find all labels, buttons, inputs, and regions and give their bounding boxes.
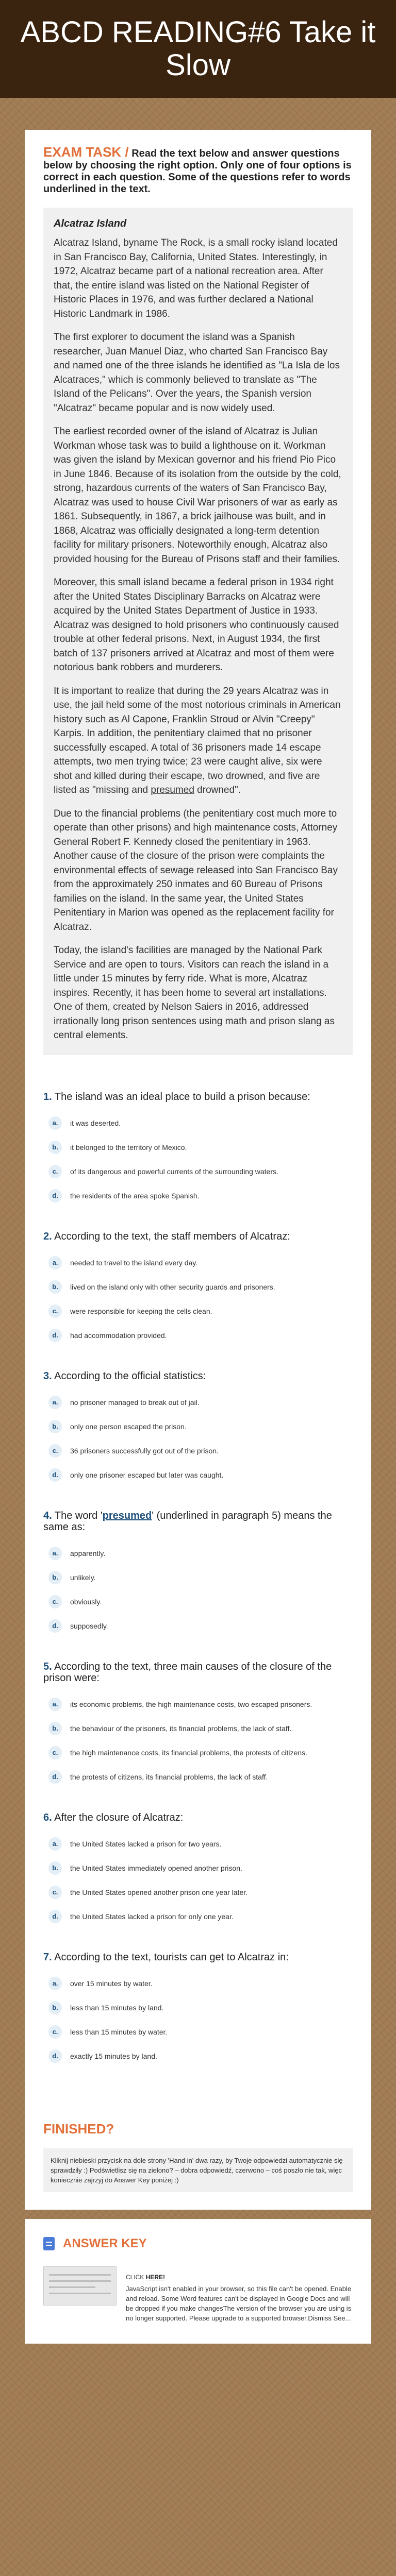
option-letter: c.	[48, 1165, 62, 1178]
question-text: 3. According to the official statistics:	[43, 1370, 206, 1382]
answer-option[interactable]: c. 36 prisoners successfully got out of the prison.	[43, 1440, 353, 1461]
option-letter: b.	[48, 1571, 62, 1584]
option-letter: b.	[48, 1861, 62, 1875]
answer-option[interactable]: a. over 15 minutes by water.	[43, 1973, 353, 1994]
answer-key-title: ANSWER KEY	[63, 2236, 147, 2250]
article-title: Alcatraz Island	[54, 218, 127, 229]
document-thumbnail[interactable]	[43, 2266, 117, 2306]
click-label: CLICK	[126, 2273, 144, 2281]
option-letter: c.	[48, 1304, 62, 1318]
option-letter: d.	[48, 2049, 62, 2063]
document-icon	[43, 2237, 55, 2250]
answer-option[interactable]: d. exactly 15 minutes by land.	[43, 2046, 353, 2066]
reading-section	[25, 130, 371, 1074]
underlined-word: presumed	[151, 785, 194, 795]
option-letter: a.	[48, 1837, 62, 1851]
answer-option[interactable]: d. only one prisoner escaped but later was caught.	[43, 1465, 353, 1485]
option-letter: a.	[48, 1396, 62, 1409]
question-4	[43, 1510, 353, 1636]
question-3	[43, 1370, 353, 1485]
finished-title: FINISHED?	[43, 2121, 114, 2137]
article-paragraph: The earliest recorded owner of the island of Alcatraz is Julian Workman whose task was to build a lighthouse on it. Workman was given the island by Mexican governor and his friend Pio Pico in June 1846. Because of its isolation from the outside by the cold, strong, hazardous currents of the waters of San Francisco Bay, Alcatraz was used to house Civil War prisoners of war as early as 1861. Subsequently, in 1867, a brick jailhouse was built, and in 1868, Alcatraz was officially designated a long-term detention facility for military prisoners. Noteworthily enough, Alcatraz also provided housing for the Bureau of Prisons staff and their families.	[54, 426, 341, 565]
question-7	[43, 1952, 353, 2066]
option-letter: b.	[48, 1420, 62, 1433]
article-paragraph: Today, the island's facilities are managed by the National Park Service and are open to tours. Visitors can reach the island in a little under 15 minutes by ferry ride. What is more, Alcatraz inspires. Recently, it has been home to several art installations. One of them, created by Nelson Saiers in 2016, addressed irrationally long prison sentences using math and prison slang as central elements.	[54, 945, 335, 1041]
exam-task-text: Read the text below and answer questions below by choosing the right option. Only one of four options is correct in each question. Some of the questions refer to words underlined in the text.	[43, 148, 352, 195]
option-letter: b.	[48, 2001, 62, 2014]
option-letter: b.	[48, 1722, 62, 1735]
question-1	[43, 1091, 353, 1206]
answer-option[interactable]: b. only one person escaped the prison.	[43, 1416, 353, 1437]
question-6	[43, 1812, 353, 1927]
option-letter: c.	[48, 2025, 62, 2039]
option-letter: c.	[48, 1886, 62, 1899]
answer-key-row	[43, 2266, 353, 2323]
answer-key-body	[126, 2266, 353, 2323]
option-letter: b.	[48, 1280, 62, 1294]
answer-option[interactable]: c. obviously.	[43, 1591, 353, 1612]
answer-option[interactable]: d. supposedly.	[43, 1616, 353, 1636]
answer-option[interactable]: d. the United States lacked a prison for only one year.	[43, 1906, 353, 1927]
p5-text-before: It is important to realize that during the 29 years Alcatraz was in use, the jail held some of the most notorious criminals in American history such as Al Capone, Franklin Stroud or Alvin "Creepy" Karpis. In addition, the penitentiary claimed that no prisoner successfully escaped. A total of 36 prisoners made 14 escape attempts, two men trying twice; 23 were caught alive, six were shot and killed during their escape, two drowned, and five are listed as "missing and	[54, 685, 341, 795]
answer-option[interactable]: d. the protests of citizens, its financial problems, the lack of staff.	[43, 1767, 353, 1787]
answer-option[interactable]: a. apparently.	[43, 1543, 353, 1564]
answer-key-header	[43, 2236, 353, 2251]
option-letter: c.	[48, 1444, 62, 1458]
answer-option[interactable]: c. the high maintenance costs, its financial problems, the protests of citizens.	[43, 1742, 353, 1763]
question-2	[43, 1231, 353, 1346]
answer-key-link[interactable]: HERE!	[145, 2273, 166, 2281]
option-letter: d.	[48, 1619, 62, 1633]
option-letter: d.	[48, 1770, 62, 1784]
answer-option[interactable]: c. less than 15 minutes by water.	[43, 2022, 353, 2042]
question-5	[43, 1661, 353, 1787]
article-paragraph: Alcatraz Island, byname The Rock, is a small rocky island located in San Francisco Bay, California, United States. Interestingly, in 1972, Alcatraz became part of a national recreation area. After that, the entire island was listed on the National Register of Historic Places in 1976, and was further declared a National Historic Landmark in 1986.	[54, 238, 338, 319]
page-title: ABCD READING#6 Take it Slow	[20, 15, 376, 82]
answer-option[interactable]: b. the behaviour of the prisoners, its financial problems, the lack of staff.	[43, 1718, 353, 1739]
answer-option[interactable]: d. the residents of the area spoke Spanish.	[43, 1185, 353, 1206]
answer-option[interactable]: d. had accommodation provided.	[43, 1325, 353, 1346]
article-paragraph: The first explorer to document the island was a Spanish researcher, Juan Manuel Diaz, who charted San Francisco Bay and named one of the three islands he identified as "La Isla de los Alcatraces," which is commonly believed to translate as "The Island of the Pelicans". Over the years, the Spanish version "Alcatraz" became popular and is now widely used.	[54, 332, 340, 414]
click-line	[126, 2274, 353, 2281]
option-letter: b.	[48, 1141, 62, 1154]
option-letter: a.	[48, 1256, 62, 1269]
p5-text-after: drowned".	[194, 785, 241, 795]
question-keyword: presumed	[102, 1510, 152, 1521]
option-letter: d.	[48, 1189, 62, 1202]
option-letter: d.	[48, 1329, 62, 1342]
task-instructions	[43, 146, 353, 195]
answer-key-section	[25, 2219, 371, 2344]
option-letter: d.	[48, 1468, 62, 1482]
question-text: 6. After the closure of Alcatraz:	[43, 1811, 184, 1823]
question-text: 5. According to the text, three main causes of the closure of the prison were:	[43, 1660, 332, 1684]
article	[43, 208, 353, 1055]
questions-section	[25, 1074, 371, 2107]
article-paragraph	[54, 684, 342, 798]
answer-option[interactable]: a. it was deserted.	[43, 1113, 353, 1133]
question-text: 4. The word 'presumed' (underlined in paragraph 5) means the same as:	[43, 1510, 332, 1533]
answer-option[interactable]: c. were responsible for keeping the cells clean.	[43, 1301, 353, 1321]
article-paragraph: Due to the financial problems (the penitentiary cost much more to operate than other prisons) and high maintenance costs, Attorney General Robert F. Kennedy closed the penitentiary in 1963. Another cause of the closure of the prison were complaints the environmental effects of sewage released into San Francisco Bay from the approximately 250 inmates and 60 Bureau of Prisons families on the island. In the same year, the United States Penitentiary in Marion was opened as the replacement facility for Alcatraz.	[54, 808, 338, 933]
answer-option[interactable]: a. the United States lacked a prison for two years.	[43, 1834, 353, 1854]
option-letter: c.	[48, 1746, 62, 1759]
answer-option[interactable]: b. less than 15 minutes by land.	[43, 1997, 353, 2018]
article-paragraph: Moreover, this small island became a federal prison in 1934 right after the United States Disciplinary Barracks on Alcatraz were acquired by the United States Department of Justice in 1933. Alcatraz was designed to hold prisoners who continuously caused trouble at other federal prisons. Next, in August 1934, the first batch of 137 prisoners arrived at Alcatraz and most of them were notorious bank robbers and murderers.	[54, 577, 339, 673]
question-text: 1. The island was an ideal place to build a prison because:	[43, 1091, 310, 1103]
option-letter: a.	[48, 1698, 62, 1711]
option-letter: a.	[48, 1116, 62, 1130]
finished-instructions: Kliknij niebieski przycisk na dole strony 'Hand in' dwa razy, by Twoje odpowiedzi automatycznie się sprawdziły :) Podświetlisz się na zielono? – dobra odpowiedź, czerwono – coś poszło nie tak, więc koniecznie zajrzyj do Answer Key poniżej :)	[43, 2148, 353, 2192]
question-text: 2. According to the text, the staff members of Alcatraz:	[43, 1230, 290, 1242]
answer-option[interactable]: b. lived on the island only with other security guards and prisoners.	[43, 1277, 353, 1297]
answer-option[interactable]: c. the United States opened another prison one year later.	[43, 1882, 353, 1903]
option-letter: a.	[48, 1977, 62, 1990]
page-header	[0, 0, 396, 98]
answer-option[interactable]: b. it belonged to the territory of Mexico.	[43, 1137, 353, 1158]
answer-option[interactable]: a. needed to travel to the island every day.	[43, 1252, 353, 1273]
answer-option[interactable]: a. its economic problems, the high maintenance costs, two escaped prisoners.	[43, 1694, 353, 1715]
answer-option[interactable]: c. of its dangerous and powerful currents of the surrounding waters.	[43, 1161, 353, 1182]
option-letter: c.	[48, 1595, 62, 1608]
answer-option[interactable]: b. unlikely.	[43, 1567, 353, 1588]
finished-section	[25, 2107, 371, 2210]
question-text: 7. According to the text, tourists can get to Alcatraz in:	[43, 1951, 289, 1963]
option-letter: a.	[48, 1547, 62, 1560]
exam-task-label: EXAM TASK /	[43, 144, 129, 160]
answer-option[interactable]: a. no prisoner managed to break out of jail.	[43, 1392, 353, 1413]
option-letter: d.	[48, 1910, 62, 1923]
answer-key-note: JavaScript isn't enabled in your browser, so this file can't be opened. Enable and reload. Some Word features can't be displayed in Google Docs and will be dropped if you make changesThe version of the browser you are using is no longer supported. Please upgrade to a supported browser.Dismiss See...	[126, 2284, 352, 2322]
answer-option[interactable]: b. the United States immediately opened another prison.	[43, 1858, 353, 1878]
